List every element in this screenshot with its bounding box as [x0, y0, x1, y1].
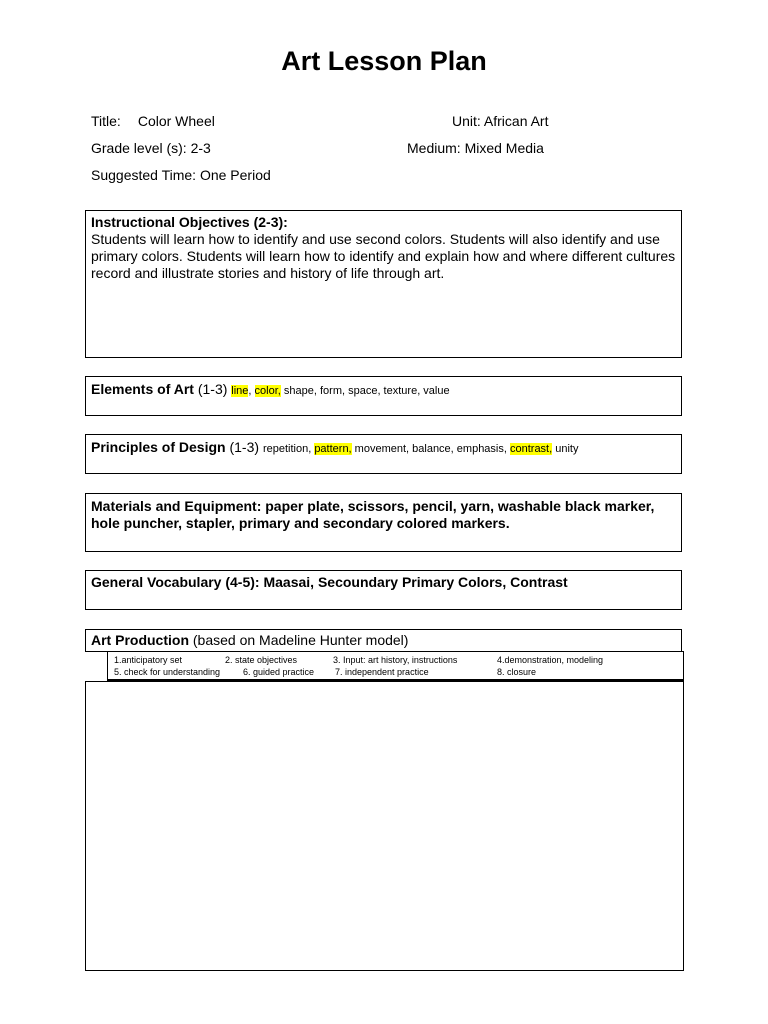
lesson-title-label: Title:: [91, 113, 121, 129]
instructional-objectives-box: [85, 210, 682, 358]
term: movement, balance, emphasis,: [351, 443, 510, 455]
step-independent-practice: 7. independent practice: [335, 667, 429, 677]
step-input: 3. Input: art history, instructions: [333, 655, 458, 665]
grade-level-field: Grade level (s): 2-3: [91, 140, 211, 156]
elements-heading: Elements of Art: [91, 381, 194, 397]
principles-range: (1-3): [225, 439, 263, 455]
lesson-title-field: [91, 113, 215, 129]
term: shape, form, space, texture, value: [280, 385, 450, 397]
materials-text: Materials and Equipment: paper plate, scissors, pencil, yarn, washable black marker, hole puncher, stapler, primary and secondary colored markers.: [91, 498, 655, 531]
term: repetition,: [262, 443, 315, 455]
step-check-understanding: 5. check for understanding: [114, 667, 221, 677]
vocabulary-text: General Vocabulary (4-5): Maasai, Secoundary Primary Colors, Contrast: [91, 574, 568, 590]
materials-box: [85, 493, 682, 552]
unit-field: Unit: African Art: [452, 113, 549, 129]
principles-list: [263, 443, 579, 455]
step-anticipatory-set: 1.anticipatory set: [114, 655, 183, 665]
highlighted-term: pattern,: [314, 443, 352, 455]
highlighted-term: contrast,: [509, 443, 553, 455]
art-production-area: [85, 681, 684, 971]
highlighted-term: color,: [254, 385, 281, 397]
principles-of-design-box: [85, 434, 682, 474]
elements-of-art-box: [85, 376, 682, 416]
suggested-time-field: Suggested Time: One Period: [91, 167, 271, 183]
elements-range: (1-3): [193, 381, 232, 397]
medium-field: Medium: Mixed Media: [407, 140, 544, 156]
step-closure: 8. closure: [497, 667, 537, 677]
production-heading: Art Production: [91, 632, 189, 648]
step-demonstration: 4.demonstration, modeling: [497, 655, 604, 665]
vocabulary-box: [85, 570, 682, 610]
hunter-model-steps: [107, 651, 684, 681]
step-guided-practice: 6. guided practice: [243, 667, 315, 677]
principles-heading: Principles of Design: [91, 439, 226, 455]
page-title: Art Lesson Plan: [281, 46, 487, 76]
production-subheading: (based on Madeline Hunter model): [189, 632, 409, 648]
art-production-header: [85, 629, 682, 652]
lesson-title-value: Color Wheel: [137, 113, 215, 129]
elements-list: [231, 385, 449, 397]
objectives-heading: Instructional Objectives (2-3):: [91, 214, 288, 230]
term: ,: [248, 385, 255, 397]
objectives-text: Students will learn how to identify and use second colors. Students will also identify and use primary colors. Students will learn how to identify and explain how and where different cultures record and illustrate stories and history of life through art.: [91, 231, 676, 281]
term: unity: [552, 443, 579, 455]
highlighted-term: line: [231, 385, 249, 397]
step-state-objectives: 2. state objectives: [225, 655, 298, 665]
